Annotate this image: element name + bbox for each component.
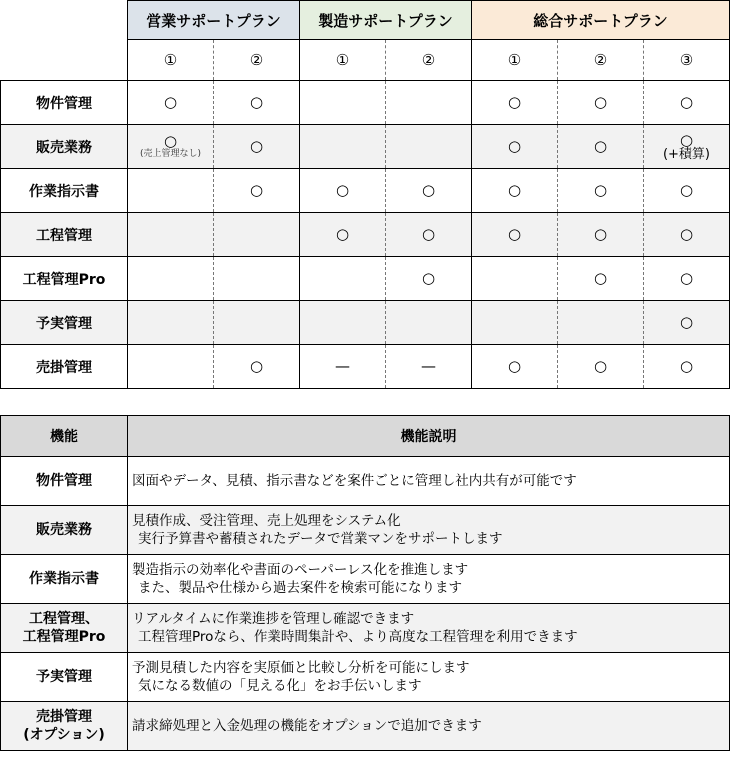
feature-desc-line: 実行予算書や蓄積されたデータで営業マンをサポートします <box>138 531 503 547</box>
feature-name: 物件管理 <box>36 473 92 489</box>
availability-mark: ○ <box>679 181 694 199</box>
availability-mark: ○ <box>507 137 522 155</box>
feature-name: 販売業務 <box>36 522 92 538</box>
variant-label: ② <box>214 40 300 81</box>
row-label: 物件管理 <box>1 81 128 125</box>
feature-desc-line: 製造指示の効率化や書面のペーパーレス化を推進します <box>132 562 469 578</box>
table-row <box>1 345 730 389</box>
availability-mark: ○ <box>679 93 694 111</box>
availability-mark: ○ <box>507 181 522 199</box>
feature-header-desc: 機能説明 <box>128 416 730 457</box>
feature-name: 売掛管理 <box>36 709 92 725</box>
feature-name: (オプション) <box>23 727 105 743</box>
availability-mark: ○ <box>679 225 694 243</box>
availability-mark: ○ <box>593 225 608 243</box>
variant-label: ① <box>472 40 558 81</box>
availability-mark: ○ <box>507 225 522 243</box>
availability-mark: ○ <box>507 357 522 375</box>
feature-desc-line: 予測見積した内容を実原価と比較し分析を可能にします <box>132 660 470 676</box>
feature-desc-line: 請求締処理と入金処理の機能をオプションで追加できます <box>132 718 482 734</box>
corner-blank <box>1 1 128 81</box>
feature-desc-line: また、製品や仕様から過去案件を検索可能になります <box>138 580 462 596</box>
table-row <box>1 506 730 555</box>
table-row <box>1 653 730 702</box>
availability-mark: ○ <box>249 137 264 155</box>
plan-header-total: 総合サポートプラン <box>472 1 730 40</box>
variant-label: ② <box>558 40 644 81</box>
table-row <box>1 555 730 604</box>
feature-description-table <box>0 415 730 751</box>
availability-mark: ○ <box>421 181 436 199</box>
feature-name: 作業指示書 <box>29 571 99 587</box>
variant-label: ② <box>386 40 472 81</box>
availability-mark: — <box>421 357 436 375</box>
availability-mark: ○ <box>421 269 436 287</box>
row-label: 工程管理 <box>1 213 128 257</box>
feature-name: 予実管理 <box>36 669 92 685</box>
table-row <box>1 457 730 506</box>
cell-note: (+積算) <box>662 146 711 162</box>
availability-mark: — <box>335 357 350 375</box>
feature-name: 工程管理Pro <box>22 629 106 645</box>
feature-header-name: 機能 <box>1 416 128 457</box>
row-label: 工程管理Pro <box>1 257 128 301</box>
availability-mark: ○ <box>507 93 522 111</box>
row-label: 予実管理 <box>1 301 128 345</box>
variant-label: ③ <box>644 40 730 81</box>
availability-mark: ○ <box>593 269 608 287</box>
availability-mark: ○ <box>679 130 694 149</box>
availability-mark: ○ <box>679 313 694 331</box>
row-label: 作業指示書 <box>1 169 128 213</box>
availability-mark: ○ <box>593 357 608 375</box>
feature-desc-line: 図面やデータ、見積、指示書などを案件ごとに管理し社内共有が可能です <box>132 473 577 489</box>
availability-mark: ○ <box>679 357 694 375</box>
feature-desc-line: リアルタイムに作業進捗を管理し確認できます <box>132 611 415 627</box>
feature-desc-line: 見積作成、受注管理、売上処理をシステム化 <box>132 513 401 529</box>
table-row <box>1 257 730 301</box>
availability-mark: ○ <box>249 357 264 375</box>
table-row <box>1 213 730 257</box>
availability-mark: ○ <box>593 137 608 155</box>
feature-desc-line: 工程管理Proなら、作業時間集計や、より高度な工程管理を利用できます <box>138 629 578 645</box>
row-label: 売掛管理 <box>1 345 128 389</box>
availability-mark: ○ <box>421 225 436 243</box>
plan-header-manufacturing: 製造サポートプラン <box>300 1 472 40</box>
availability-mark: ○ <box>335 181 350 199</box>
availability-mark: ○ <box>249 181 264 199</box>
table-row <box>1 125 730 169</box>
variant-label: ① <box>300 40 386 81</box>
feature-name: 工程管理、 <box>29 611 99 627</box>
feature-desc-line: 気になる数値の「見える化」をお手伝いします <box>138 678 422 694</box>
table-row <box>1 169 730 213</box>
availability-mark: ○ <box>335 225 350 243</box>
availability-mark: ○ <box>679 269 694 287</box>
availability-mark: ○ <box>593 93 608 111</box>
table-row <box>1 81 730 125</box>
availability-mark: ○ <box>163 132 178 150</box>
table-row <box>1 604 730 653</box>
row-label: 販売業務 <box>1 125 128 169</box>
table-row <box>1 301 730 345</box>
plan-header-sales: 営業サポートプラン <box>128 1 300 40</box>
availability-mark: ○ <box>249 93 264 111</box>
variant-label: ① <box>128 40 214 81</box>
availability-mark: ○ <box>163 93 178 111</box>
availability-mark: ○ <box>593 181 608 199</box>
table-row <box>1 702 730 751</box>
cell-note: (売上管理なし) <box>139 149 202 159</box>
